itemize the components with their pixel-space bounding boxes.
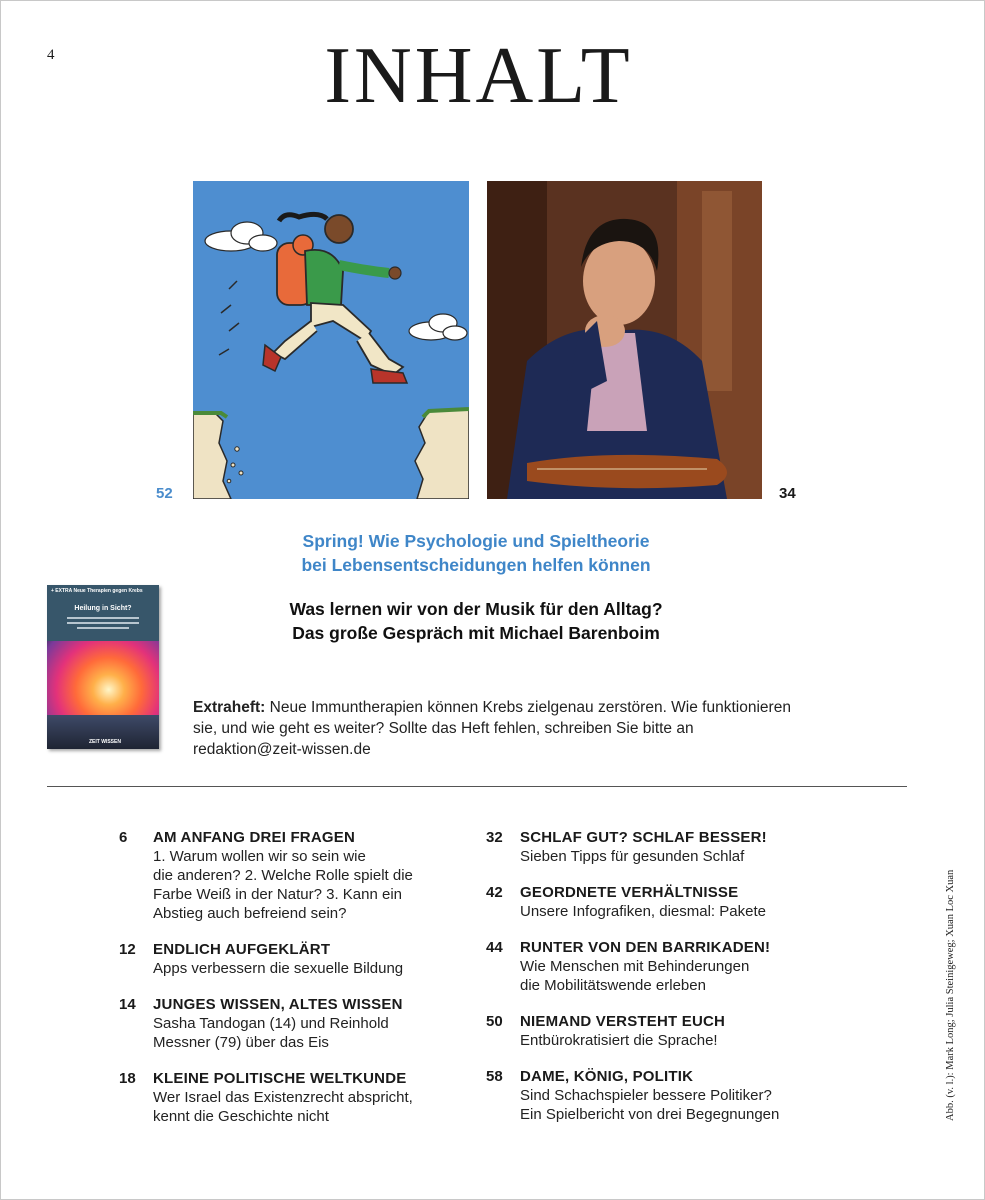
toc-page-number: 58: [486, 1068, 503, 1085]
portrait-photo-svg: [487, 181, 762, 499]
toc-entry[interactable]: [486, 883, 806, 921]
toc-right-column: [486, 828, 806, 1141]
cover-text-line: [77, 627, 129, 629]
cover-text-line: [67, 617, 139, 619]
extraheft-label: Extraheft:: [193, 699, 266, 716]
page-number: 4: [47, 47, 55, 63]
toc-heading: NIEMAND VERSTEHT EUCH: [520, 1013, 726, 1030]
toc-page-number: 32: [486, 829, 503, 846]
illustration-jumping-hiker: [193, 181, 469, 499]
cover-brand: ZEIT WISSEN: [89, 739, 121, 745]
cover-text-line: [67, 622, 139, 624]
cover-title: Heilung in Sicht?: [74, 605, 132, 612]
feature-headline-line: bei Lebensentscheidungen helfen können: [301, 555, 651, 575]
extraheft-text: Neue Immuntherapien können Krebs zielgenau zerstören. Wie funktionieren sie, und wie geht es weiter? Sollte das Heft fehlen, schreiben Sie bitte an redaktion@zeit-wissen.de: [193, 699, 791, 758]
toc-entry[interactable]: [119, 940, 459, 978]
toc-entry[interactable]: [486, 828, 806, 866]
toc-description: Sind Schachspieler bessere Politiker? Ein Spielbericht von drei Begegnungen: [520, 1087, 780, 1123]
toc-page-number: 12: [119, 941, 136, 958]
photo-page-number: 34: [779, 485, 796, 502]
toc-page-number: 6: [119, 829, 128, 846]
toc-page-number: 50: [486, 1013, 503, 1030]
toc-heading: DAME, KÖNIG, POLITIK: [520, 1068, 694, 1085]
toc-heading: SCHLAF GUT? SCHLAF BESSER!: [520, 829, 767, 846]
toc-heading: KLEINE POLITISCHE WELTKUNDE: [153, 1070, 407, 1087]
toc-description: Wie Menschen mit Behinderungen die Mobilitätswende erleben: [520, 958, 750, 994]
image-credit: Abb. (v. l.): Mark Long; Julia Steinigeweg; Xuan Loc Xuan: [945, 869, 956, 1121]
hiker-illustration-svg: [193, 181, 469, 499]
extraheft-cover: [47, 585, 159, 749]
toc-left-column: [119, 828, 459, 1143]
toc-description: Unsere Infografiken, diesmal: Pakete: [520, 903, 766, 920]
toc-heading: ENDLICH AUFGEKLÄRT: [153, 941, 331, 958]
toc-page-number: 18: [119, 1070, 136, 1087]
feature-headline-line: Spring! Wie Psychologie und Spieltheorie: [302, 531, 650, 551]
feature-headline-spring[interactable]: [191, 529, 761, 577]
toc-description: Apps verbessern die sexuelle Bildung: [153, 960, 404, 977]
toc-page-number: 44: [486, 939, 503, 956]
toc-entry[interactable]: [119, 1069, 459, 1126]
feature-headline-line: Das große Gespräch mit Michael Barenboim: [292, 623, 660, 643]
page-title: INHALT: [324, 32, 633, 120]
cover-label: + EXTRA Neue Therapien gegen Krebs: [51, 588, 143, 594]
illustration-page-number: 52: [156, 485, 173, 502]
toc-heading: AM ANFANG DREI FRAGEN: [153, 829, 355, 846]
toc-description: 1. Warum wollen wir so sein wie die anderen? 2. Welche Rolle spielt die Farbe Weiß in der Natur? 3. Kann ein Abstieg auch befreiend sein?: [153, 848, 413, 922]
divider: [47, 786, 907, 787]
toc-description: Sieben Tipps für gesunden Schlaf: [520, 848, 745, 865]
toc-page-number: 14: [119, 996, 136, 1013]
toc-entry[interactable]: [486, 1012, 806, 1050]
toc-entry[interactable]: [119, 828, 459, 923]
toc-heading: JUNGES WISSEN, ALTES WISSEN: [153, 996, 403, 1013]
toc-heading: GEORDNETE VERHÄLTNISSE: [520, 884, 739, 901]
toc-entry[interactable]: [486, 938, 806, 995]
feature-headline-barenboim[interactable]: [191, 597, 761, 645]
feature-headline-line: Was lernen wir von der Musik für den Alltag?: [289, 599, 663, 619]
toc-description: Wer Israel das Existenzrecht abspricht, kennt die Geschichte nicht: [153, 1089, 413, 1125]
toc-entry[interactable]: [119, 995, 459, 1052]
toc-heading: RUNTER VON DEN BARRIKADEN!: [520, 939, 771, 956]
portrait-photo: [487, 181, 762, 499]
toc-entry[interactable]: [486, 1067, 806, 1124]
toc-page-number: 42: [486, 884, 503, 901]
extraheft-note: [193, 697, 793, 760]
toc-description: Entbürokratisiert die Sprache!: [520, 1032, 718, 1049]
toc-description: Sasha Tandogan (14) und Reinhold Messner (79) über das Eis: [153, 1015, 389, 1051]
